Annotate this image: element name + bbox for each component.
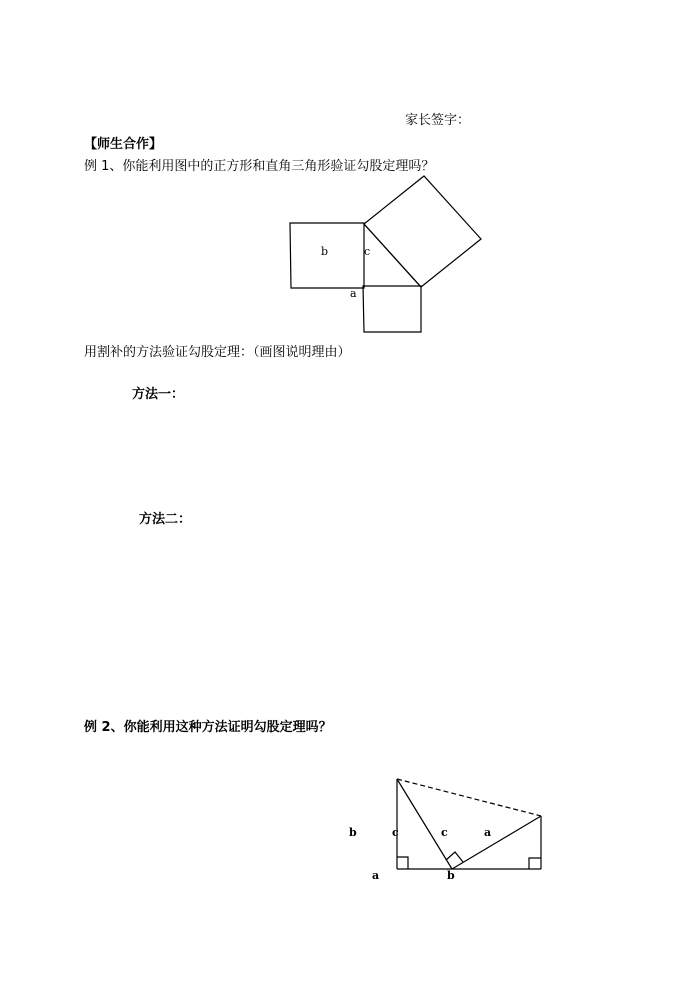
label-c-mid: c bbox=[441, 826, 448, 839]
label-b: b bbox=[321, 245, 329, 258]
label-b-left: b bbox=[349, 826, 357, 839]
label-a: a bbox=[350, 287, 357, 300]
method1-label: 方法一： bbox=[132, 387, 185, 402]
hyp-right bbox=[452, 816, 541, 869]
cut-paste-prompt: 用割补的方法验证勾股定理：（画图说明理由） bbox=[84, 345, 351, 360]
hyp-left bbox=[397, 779, 452, 869]
example2-question: 例 2、你能利用这种方法证明勾股定理吗？ bbox=[84, 720, 332, 735]
label-a-bottom: a bbox=[372, 869, 380, 882]
label-a-slant: a bbox=[484, 826, 492, 839]
section-title: 【师生合作】 bbox=[84, 137, 163, 152]
label-c-left: c bbox=[392, 826, 399, 839]
dashed-top bbox=[397, 779, 541, 816]
right-angle-mark-left bbox=[397, 857, 408, 869]
label-b-bottom: b bbox=[447, 869, 455, 882]
right-angle-mark-right bbox=[529, 858, 541, 869]
label-c: c bbox=[364, 245, 371, 258]
method2-label: 方法二： bbox=[139, 512, 192, 527]
example1-question: 例 1、你能利用图中的正方形和直角三角形验证勾股定理吗？ bbox=[84, 159, 435, 174]
right-angle-mark-middle bbox=[446, 852, 463, 862]
parent-signature-label: 家长签字： bbox=[405, 113, 471, 128]
